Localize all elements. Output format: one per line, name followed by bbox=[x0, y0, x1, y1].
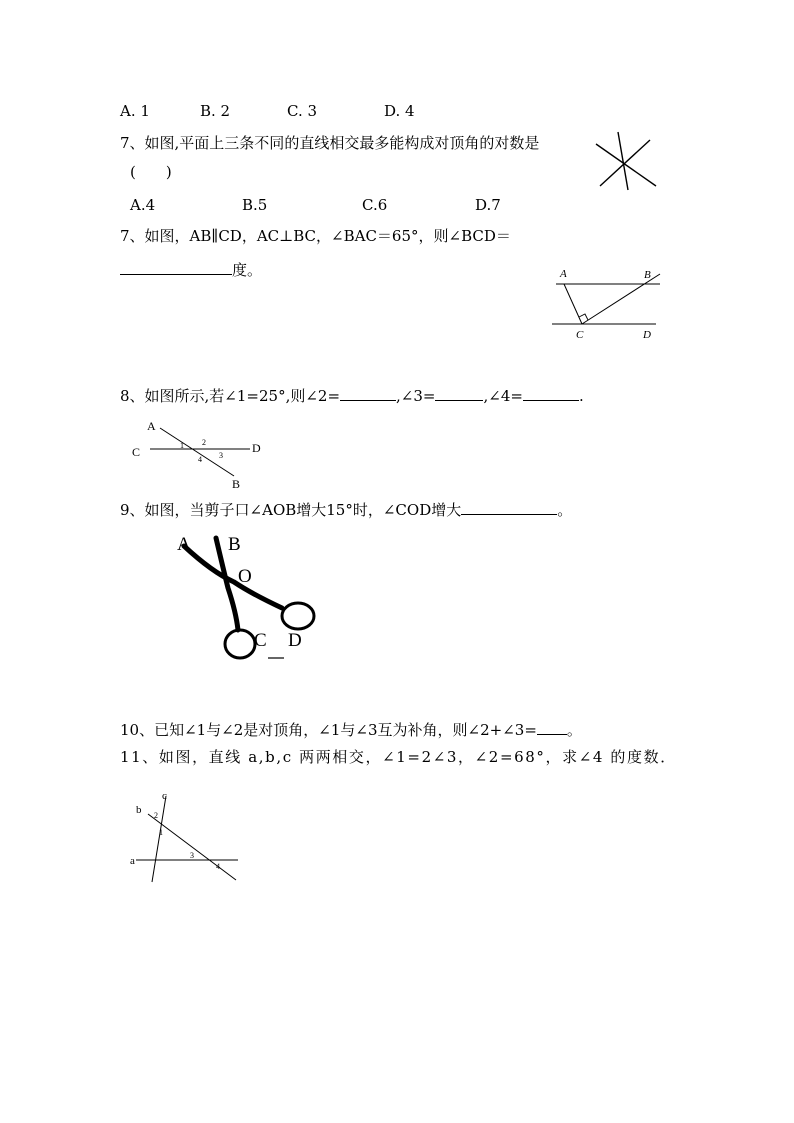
q8-blank-angle3[interactable] bbox=[435, 386, 483, 401]
q10-question bbox=[120, 720, 582, 738]
q6-option-b: B. 2 bbox=[200, 102, 231, 120]
q8-fig-label-c: C bbox=[132, 445, 141, 459]
q7a-option-c: C.6 bbox=[362, 196, 388, 214]
q11-three-lines-figure bbox=[128, 788, 244, 888]
q8-blank-angle2[interactable] bbox=[340, 386, 396, 401]
q11-fig-label-a: a bbox=[130, 855, 135, 867]
q7b-blank[interactable] bbox=[120, 260, 232, 275]
q8-fig-angle-4: 4 bbox=[198, 455, 202, 464]
q6-option-c: C. 3 bbox=[287, 102, 318, 120]
q7a-option-d: D.7 bbox=[475, 196, 501, 214]
q11-fig-label-c: c bbox=[162, 790, 167, 802]
q7b-fig-label-a: A bbox=[560, 268, 567, 280]
q9-fig-label-c: C bbox=[254, 630, 267, 651]
q11-fig-angle-3: 3 bbox=[190, 851, 194, 860]
q9-question bbox=[120, 500, 572, 518]
q7a-answer-paren: ( ) bbox=[130, 163, 172, 181]
q11-fig-angle-2: 2 bbox=[154, 811, 158, 820]
q11-question: 11、如图，直线 a,b,c 两两相交，∠1=2∠3，∠2=68°，求∠4 的度数． bbox=[120, 748, 677, 766]
q7b-fig-label-d: D bbox=[643, 329, 651, 341]
q8-fig-label-d: D bbox=[252, 441, 261, 455]
q8-fig-label-b: B bbox=[232, 477, 241, 491]
q8-fig-angle-3: 3 bbox=[219, 451, 223, 460]
q7b-fig-label-c: C bbox=[576, 329, 584, 341]
q6-option-d: D. 4 bbox=[384, 102, 415, 120]
q8-fig-angle-2: 2 bbox=[202, 438, 206, 447]
q9-pre: 9、如图，当剪子口∠AOB增大15°时，∠COD增大 bbox=[120, 501, 462, 519]
q7a-question: 7、如图,平面上三条不同的直线相交最多能构成对顶角的对数是 bbox=[120, 134, 540, 152]
q10-blank[interactable] bbox=[537, 720, 567, 735]
q8-fig-label-a: A bbox=[147, 419, 156, 433]
q8-pre: 8、如图所示,若∠1=25°,则∠2= bbox=[120, 387, 341, 405]
q9-fig-label-o: O bbox=[238, 566, 252, 587]
q8-mid2: ,∠4= bbox=[483, 387, 523, 405]
q9-fig-label-d: D bbox=[288, 630, 302, 651]
q7a-option-a: A.4 bbox=[130, 196, 156, 214]
q9-end: 。 bbox=[557, 501, 573, 519]
q9-scissors-figure bbox=[172, 532, 332, 668]
q8-transversal-figure bbox=[130, 416, 270, 492]
q7b-parallel-lines-figure bbox=[548, 262, 668, 342]
q7b-answer-line bbox=[120, 260, 262, 278]
q7a-three-lines-figure bbox=[590, 130, 660, 192]
q10-pre: 10、已知∠1与∠2是对顶角，∠1与∠3互为补角，则∠2+∠3= bbox=[120, 721, 537, 739]
q7b-fig-label-b: B bbox=[644, 269, 651, 281]
q8-mid1: ,∠3= bbox=[396, 387, 436, 405]
q7b-suffix: 度。 bbox=[232, 261, 263, 279]
q9-blank[interactable] bbox=[461, 500, 557, 515]
q8-fig-angle-1: 1 bbox=[180, 441, 184, 450]
q6-option-a: A. 1 bbox=[120, 102, 150, 120]
q9-fig-label-b: B bbox=[228, 534, 241, 555]
q11-fig-label-b: b bbox=[136, 804, 142, 816]
q7b-question: 7、如图，AB∥CD，AC⊥BC，∠BAC＝65°，则∠BCD＝ bbox=[120, 227, 511, 245]
q7a-option-b: B.5 bbox=[242, 196, 268, 214]
q8-end: . bbox=[578, 387, 584, 405]
q11-fig-angle-1: 1 bbox=[159, 828, 163, 837]
q8-question bbox=[120, 386, 584, 404]
q11-fig-angle-4: 4 bbox=[216, 862, 220, 871]
q8-blank-angle4[interactable] bbox=[523, 386, 579, 401]
q9-fig-label-a: A bbox=[177, 534, 191, 555]
q10-end: 。 bbox=[566, 721, 582, 739]
